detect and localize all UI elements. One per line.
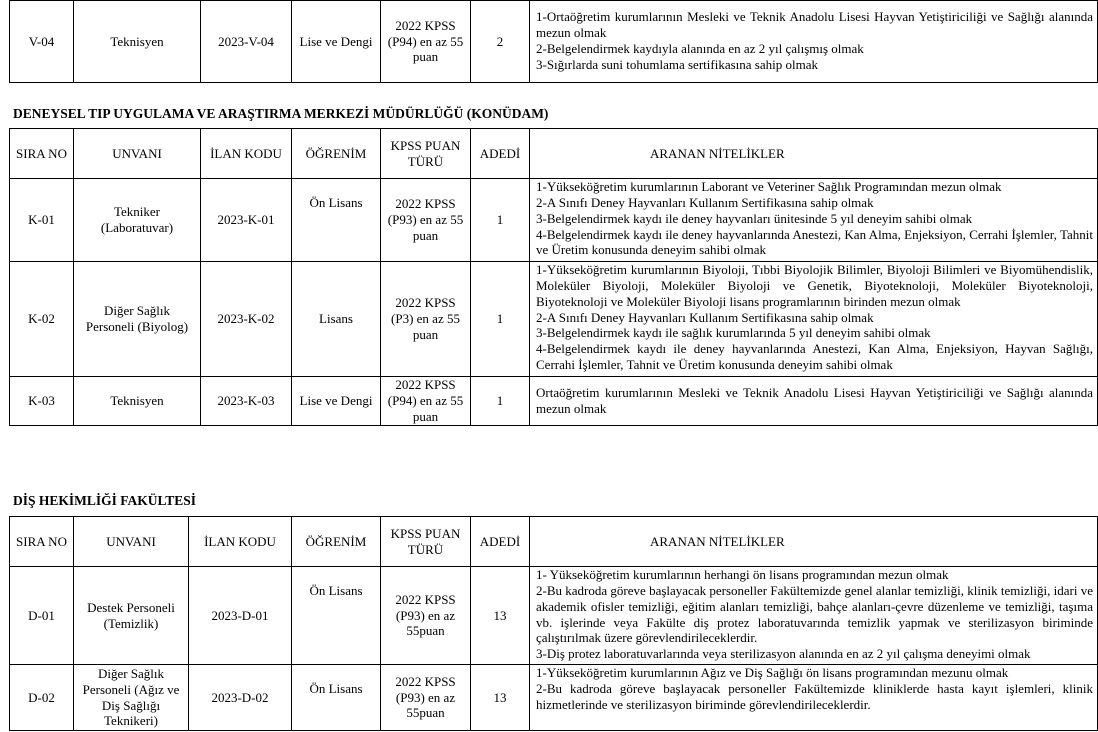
requirement-line: 4-Belgelendirmek kaydı ile deney hayvanlarında Anestezi, Kan Alma, Enjeksiyon, Cerrahi İşlemler, Tahnit ve Üretim konusunda deneyim sahibi olmak — [536, 226, 1093, 258]
requirement-line: 1-Ortaöğretim kurumlarının Mesleki ve Teknik Anadolu Lisesi Hayvan Yetiştiriciliği ve Sağlığı alanında mezun olmak — [536, 9, 1093, 40]
cell-ogrenim: Lise ve Dengi — [292, 377, 381, 426]
table-header-row — [10, 517, 1098, 567]
cell-adet: 1 — [471, 179, 530, 262]
cell-ogrenim: Lise ve Dengi — [292, 1, 381, 83]
cell-ogrenim: Ön Lisans — [292, 665, 381, 731]
requirement-line: 2-A Sınıfı Deney Hayvanları Kullanım Sertifikasına sahip olmak — [536, 309, 874, 325]
table-row — [10, 179, 1098, 262]
section-title-dis-hekimligi: DİŞ HEKİMLİĞİ FAKÜLTESİ — [13, 493, 197, 508]
header-ogrenim: ÖĞRENİM — [292, 129, 381, 179]
cell-nitelikler — [530, 1, 1098, 83]
requirement-line: 1-Yükseköğretim kurumlarının Ağız ve Diş Sağlığı ön lisans programından mezunu olmak — [536, 665, 1009, 680]
cell-kpss: 2022 KPSS (P94) en az 55 puan — [381, 1, 471, 83]
cell-sira: D-02 — [10, 665, 74, 731]
cell-sira: D-01 — [10, 567, 74, 665]
cell-ogrenim: Ön Lisans — [292, 179, 381, 262]
cell-nitelikler — [530, 665, 1098, 731]
header-kpss-puan-turu: KPSS PUAN TÜRÜ — [381, 129, 471, 179]
cell-nitelikler — [530, 377, 1098, 426]
requirement-line: 1-Yükseköğretim kurumlarının Laborant ve Veteriner Sağlık Programından mezun olmak — [536, 179, 1002, 194]
header-sira-no: SIRA NO — [10, 517, 74, 567]
table-header-row — [10, 129, 1098, 179]
cell-ilan-kodu: 2023-D-01 — [189, 567, 292, 665]
cell-ogrenim: Ön Lisans — [292, 567, 381, 665]
table-dis-hekimligi — [9, 516, 1098, 731]
cell-kpss: 2022 KPSS (P93) en az 55 puan — [381, 179, 471, 262]
table-row — [10, 665, 1098, 731]
cell-unvan: Diğer Sağlık Personeli (Biyolog) — [74, 262, 201, 377]
header-ilan-kodu: İLAN KODU — [201, 129, 292, 179]
requirement-line: 2-Bu kadroda göreve başlayacak personeller Fakültemizde genel alanlar temizliği, klinik temizliği, idari ve akademik ofisler temizliği, eğitim alanları temizliği, bahçe alanları-çevre düzenleme ve temizliği, taşıma vb. işlerinde veya Fakülte diş protez laboratuvarında temizlik yapmak ve sterilizasyon biriminde çalıştırılmak üzere görevlendirileceklerdir. — [536, 582, 1093, 646]
header-ogrenim: ÖĞRENİM — [292, 517, 381, 567]
requirement-line: 2-Belgelendirmek kaydıyla alanında en az 2 yıl çalışmış olmak — [536, 40, 864, 56]
cell-unvan: Teknisyen — [74, 1, 201, 83]
cell-sira: K-02 — [10, 262, 74, 377]
header-aranan-nitelikler: ARANAN NİTELİKLER — [530, 517, 1098, 567]
cell-adet: 1 — [471, 377, 530, 426]
cell-sira: K-01 — [10, 179, 74, 262]
cell-unvan: Tekniker (Laboratuvar) — [74, 179, 201, 262]
header-kpss-puan-turu: KPSS PUAN TÜRÜ — [381, 517, 471, 567]
requirement-line: 2-Bu kadroda göreve başlayacak personeller Fakültemizde kliniklerde hasta kayıt işlemleri, klinik hizmetlerinde ve sterilizasyon biriminde görevlendirileceklerdir. — [536, 680, 1093, 712]
cell-kpss: 2022 KPSS (P93) en az 55puan — [381, 567, 471, 665]
table-row — [10, 1, 1098, 83]
requirement-line: 3-Diş protez laboratuvarlarında veya sterilizasyon alanında en az 2 yıl çalışma deneyimi olmak — [536, 646, 1031, 662]
cell-unvan: Diğer Sağlık Personeli (Ağız ve Diş Sağlığı Teknikeri) — [74, 665, 189, 731]
cell-nitelikler — [530, 567, 1098, 665]
cell-nitelikler — [530, 262, 1098, 377]
cell-adet: 13 — [471, 665, 530, 731]
table-veteriner-continuation — [9, 0, 1098, 83]
requirement-line: 1-Yükseköğretim kurumlarının Biyoloji, Tıbbi Biyolojik Bilimler, Biyoloji Bilimleri ve Biyomühendislik, Moleküler Biyoloji, Moleküler Biyoloji ve Genetik, Biyoteknoloji, Moleküler Biyoteknoloji, Biyoteknoloji ve Moleküler Biyoloji lisans programlarının birinden mezun olmak — [536, 262, 1093, 309]
requirement-line: Ortaöğretim kurumlarının Mesleki ve Teknik Anadolu Lisesi Hayvan Yetiştiriciliği ve Sağlığı alanında mezun olmak — [536, 385, 1093, 416]
table-row — [10, 567, 1098, 665]
requirement-line: 4-Belgelendirmek kaydı ile deney hayvanlarında Anestezi, Kan Alma, Enjeksiyon, Hayvan Sağlığı, Cerrahi İşlemler, Tahnit ve Üretim konusunda deneyim sahibi olmak — [536, 341, 1093, 373]
cell-adet: 2 — [471, 1, 530, 83]
cell-sira: K-03 — [10, 377, 74, 426]
requirement-line: 3-Belgelendirmek kaydı ile deney hayvanları ünitesinde 5 yıl deneyim sahibi olmak — [536, 210, 973, 226]
cell-ogrenim: Lisans — [292, 262, 381, 377]
cell-ilan-kodu: 2023-K-02 — [201, 262, 292, 377]
header-unvani: UNVANI — [74, 517, 189, 567]
cell-nitelikler — [530, 179, 1098, 262]
cell-ilan-kodu: 2023-D-02 — [189, 665, 292, 731]
cell-adet: 1 — [471, 262, 530, 377]
cell-ilan-kodu: 2023-V-04 — [201, 1, 292, 83]
requirement-line: 3-Belgelendirmek kaydı ile sağlık kurumlarında 5 yıl deneyim sahibi olmak — [536, 325, 931, 341]
section-title-konudam: DENEYSEL TIP UYGULAMA VE ARAŞTIRMA MERKEZİ MÜDÜRLÜĞÜ (KONÜDAM) — [13, 106, 549, 121]
header-adedi: ADEDİ — [471, 517, 530, 567]
table-row — [10, 262, 1098, 377]
cell-sira: V-04 — [10, 1, 74, 83]
table-row — [10, 377, 1098, 426]
header-unvani: UNVANI — [74, 129, 201, 179]
header-adedi: ADEDİ — [471, 129, 530, 179]
header-aranan-nitelikler: ARANAN NİTELİKLER — [530, 129, 1098, 179]
cell-unvan: Teknisyen — [74, 377, 201, 426]
cell-ilan-kodu: 2023-K-03 — [201, 377, 292, 426]
cell-ilan-kodu: 2023-K-01 — [201, 179, 292, 262]
cell-kpss: 2022 KPSS (P94) en az 55 puan — [381, 377, 471, 426]
cell-kpss: 2022 KPSS (P93) en az 55puan — [381, 665, 471, 731]
requirement-line: 3-Sığırlarda suni tohumlama sertifikasına sahip olmak — [536, 56, 818, 72]
header-ilan-kodu: İLAN KODU — [189, 517, 292, 567]
requirement-line: 1- Yükseköğretim kurumlarının herhangi ön lisans programından mezun olmak — [536, 567, 949, 582]
header-sira-no: SIRA NO — [10, 129, 74, 179]
table-konudam — [9, 128, 1098, 426]
cell-adet: 13 — [471, 567, 530, 665]
cell-unvan: Destek Personeli (Temizlik) — [74, 567, 189, 665]
requirement-line: 2-A Sınıfı Deney Hayvanları Kullanım Sertifikasına sahip olmak — [536, 194, 874, 210]
cell-kpss: 2022 KPSS (P3) en az 55 puan — [381, 262, 471, 377]
